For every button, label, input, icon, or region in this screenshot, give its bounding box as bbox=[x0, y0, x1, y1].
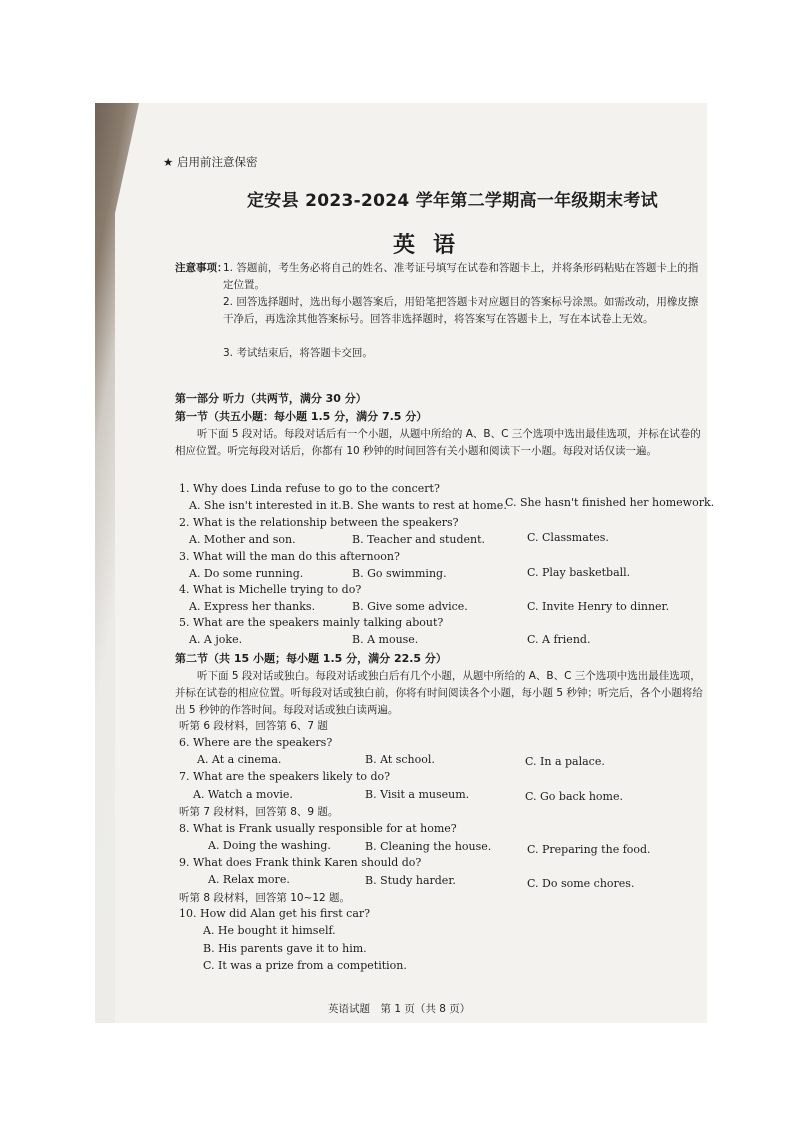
confidential-mark: ★ 启用前注意保密 bbox=[163, 155, 258, 169]
page-footer: 英语试题 第 1 页（共 8 页） bbox=[328, 1003, 471, 1015]
section1-heading: 第一节（共五小题：每小题 1.5 分，满分 7.5 分） bbox=[175, 410, 428, 423]
option-b: B. At school. bbox=[365, 753, 435, 766]
group-label: 听第 6 段材料，回答第 6、7 题 bbox=[179, 720, 328, 732]
option-c: C. She hasn't finished her homework. bbox=[505, 496, 715, 509]
option-c: C. Classmates. bbox=[527, 531, 609, 544]
question-7: 7. What are the speakers likely to do? bbox=[179, 770, 391, 783]
option-a: A. Doing the washing. bbox=[208, 839, 331, 852]
group-label: 听第 8 段材料，回答第 10~12 题。 bbox=[179, 892, 351, 904]
question-4: 4. What is Michelle trying to do? bbox=[179, 583, 362, 596]
option-c: C. Go back home. bbox=[525, 790, 623, 803]
note-item: 3. 考试结束后，将答题卡交回。 bbox=[223, 347, 373, 359]
option-c: C. In a palace. bbox=[525, 755, 605, 768]
option-a: A. Do some running. bbox=[189, 567, 304, 580]
option-b: B. Study harder. bbox=[365, 874, 456, 887]
section2-instructions: 听下面 5 段对话或独白。每段对话或独白后有几个小题，从题中所给的 A、B、C 三个选项中选出最佳选项，并标在试卷的相应位置。听每段对话或独白前，你将有时间阅读各个小题，每小题 5 秒钟；听完后，各个小题将给出 5 秒钟的作答时间。每段对话或独白读两遍。 bbox=[175, 670, 703, 716]
question-1: 1. Why does Linda refuse to go to the concert? bbox=[179, 482, 440, 495]
option-a: A. A joke. bbox=[189, 633, 243, 646]
part1-heading: 第一部分 听力（共两节，满分 30 分） bbox=[175, 392, 367, 405]
option-b: B. Cleaning the house. bbox=[365, 840, 492, 853]
question-8: 8. What is Frank usually responsible for at home? bbox=[179, 822, 457, 835]
option-c: C. It was a prize from a competition. bbox=[203, 959, 407, 972]
option-a: A. Express her thanks. bbox=[189, 600, 316, 613]
option-b: B. Teacher and student. bbox=[352, 533, 486, 546]
option-b: B. His parents gave it to him. bbox=[203, 942, 367, 955]
subject-title: 英语 bbox=[393, 233, 474, 258]
option-a: A. She isn't interested in it. bbox=[189, 499, 342, 512]
question-3: 3. What will the man do this afternoon? bbox=[179, 550, 400, 563]
question-2: 2. What is the relationship between the speakers? bbox=[179, 516, 459, 529]
question-9: 9. What does Frank think Karen should do? bbox=[179, 856, 422, 869]
option-c: C. Do some chores. bbox=[527, 877, 635, 890]
group-label: 听第 7 段材料，回答第 8、9 题。 bbox=[179, 806, 339, 818]
section2-heading: 第二节（共 15 小题；每小题 1.5 分，满分 22.5 分） bbox=[175, 652, 447, 665]
notes-label: 注意事项： bbox=[175, 262, 228, 274]
question-10: 10. How did Alan get his first car? bbox=[179, 907, 371, 920]
option-c: C. Invite Henry to dinner. bbox=[527, 600, 670, 613]
exam-title: 定安县 2023-2024 学年第二学期高一年级期末考试 bbox=[247, 191, 658, 211]
section1-instructions: 听下面 5 段对话。每段对话后有一个小题，从题中所给的 A、B、C 三个选项中选出最佳选项，并标在试卷的相应位置。听完每段对话后，你都有 10 秒钟的时间回答有关小题和阅读下一小题。每段对话仅读一遍。 bbox=[175, 428, 701, 457]
option-c: C. A friend. bbox=[527, 633, 591, 646]
option-b: B. Go swimming. bbox=[352, 567, 447, 580]
option-b: B. A mouse. bbox=[352, 633, 419, 646]
option-a: A. He bought it himself. bbox=[203, 924, 336, 937]
option-a: A. Watch a movie. bbox=[193, 788, 293, 801]
option-a: A. At a cinema. bbox=[197, 753, 282, 766]
note-item: 1. 答题前，考生务必将自己的姓名、准考证号填写在试卷和答题卡上，并将条形码粘贴在答题卡上的指定位置。 bbox=[223, 262, 699, 291]
question-5: 5. What are the speakers mainly talking about? bbox=[179, 616, 444, 629]
note-item: 2. 回答选择题时，选出每小题答案后，用铅笔把答题卡对应题目的答案标号涂黑。如需改动，用橡皮擦干净后，再选涂其他答案标号。回答非选择题时，将答案写在答题卡上，写在本试卷上无效。 bbox=[223, 296, 699, 325]
option-a: A. Mother and son. bbox=[189, 533, 296, 546]
option-b: B. Visit a museum. bbox=[365, 788, 470, 801]
option-c: C. Preparing the food. bbox=[527, 843, 651, 856]
option-c: C. Play basketball. bbox=[527, 566, 631, 579]
question-6: 6. Where are the speakers? bbox=[179, 736, 333, 749]
option-b: B. Give some advice. bbox=[352, 600, 468, 613]
option-a: A. Relax more. bbox=[208, 873, 290, 886]
option-b: B. She wants to rest at home. bbox=[342, 499, 507, 512]
